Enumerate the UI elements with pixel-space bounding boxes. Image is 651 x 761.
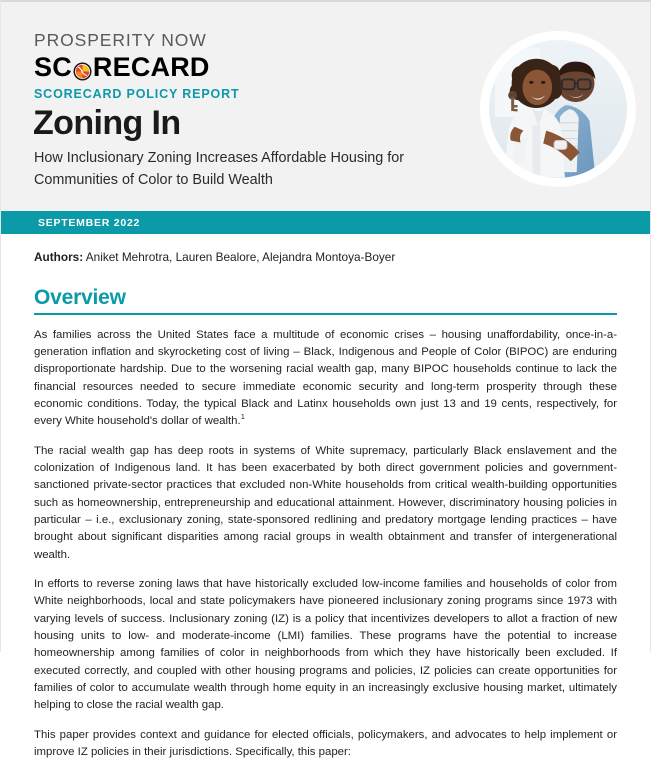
paragraph-text: As families across the United States face a multitude of economic crises – housing unaffordability, once-in-a-generation inflation and skyrocketing cost of living – Black, Indigenous and People of Color (BIPOC) are enduring disproportionate hardship. Due to the worsening racial wealth gap, many BIPOC households continue to lack the financial resources needed to secure immediate economic security and long-term prosperity through these economic conditions. Today, the typical Black and Latinx households own just 13 and 19 cents, respectively, for every White household's dollar of wealth. <box>34 329 617 428</box>
report-kicker: SCORECARD POLICY REPORT <box>34 87 239 101</box>
overview-paragraph-3: In efforts to reverse zoning laws that have historically excluded low-income families and households of color from White neighborhoods, local and state policymakers have pioneered inclusionary zoning programs since 1973 with varying levels of success. Inclusionary zoning (IZ) is a policy that incentivizes developers to allot a fraction of new housing units to low- and moderate-income (LMI) families. These programs have the potential to increase homeownership among families of color in neighborhoods from which they have historically been excluded. If executed correctly, and coupled with other housing programs and policies, IZ policies can create opportunities for families of color to accumulate wealth through home equity in an increasingly exclusive housing market, ultimately helping to close the racial wealth gap. <box>34 576 617 715</box>
logo-text-before-globe: SC <box>34 53 72 81</box>
header-photo <box>489 40 627 178</box>
logo-line-prosperity-now: PROSPERITY NOW <box>34 32 210 50</box>
overview-paragraph-2: The racial wealth gap has deep roots in systems of White supremacy, particularly Black enslavement and the colonization of Indigenous land. It has been exacerbated by both direct government policies and government-sanctioned private-sector practices that excluded non-White households from critical wealth-building opportunities such as homeownership, entrepreneurship and educational attainment. However, discriminatory housing policies in particular – i.e., exclusionary zoning, state-sponsored redlining and predatory mortgage lending practices – have brought about significant disparities among racial groups in wealth obtainment and transfer of intergenerational wealth. <box>34 443 617 564</box>
publication-date-band <box>1 211 650 234</box>
authors-names: Aniket Mehrotra, Lauren Bealore, Alejandra Montoya-Boyer <box>83 250 395 264</box>
publication-date: SEPTEMBER 2022 <box>38 217 140 229</box>
section-heading-overview: Overview <box>34 286 617 309</box>
authors-line <box>34 249 617 266</box>
prosperity-now-scorecard-logo <box>34 32 210 81</box>
report-header <box>1 2 650 211</box>
header-photo-frame <box>484 35 632 183</box>
overview-paragraph-4: This paper provides context and guidance for elected officials, policymakers, and advocates to help implement or improve IZ policies in their jurisdictions. Specifically, this paper: <box>34 727 617 761</box>
authors-label: Authors: <box>34 250 83 264</box>
globe-icon <box>73 58 92 77</box>
document-body <box>1 249 650 761</box>
section-divider <box>34 313 617 315</box>
footnote-marker: 1 <box>241 412 245 421</box>
overview-paragraph-1 <box>34 327 617 431</box>
logo-line-scorecard <box>34 53 210 81</box>
logo-text-after-globe: RECARD <box>93 53 210 81</box>
page-title: Zoning In <box>33 104 181 143</box>
page-subtitle: How Inclusionary Zoning Increases Affordable Housing for Communities of Color to Build Wealth <box>34 147 454 192</box>
